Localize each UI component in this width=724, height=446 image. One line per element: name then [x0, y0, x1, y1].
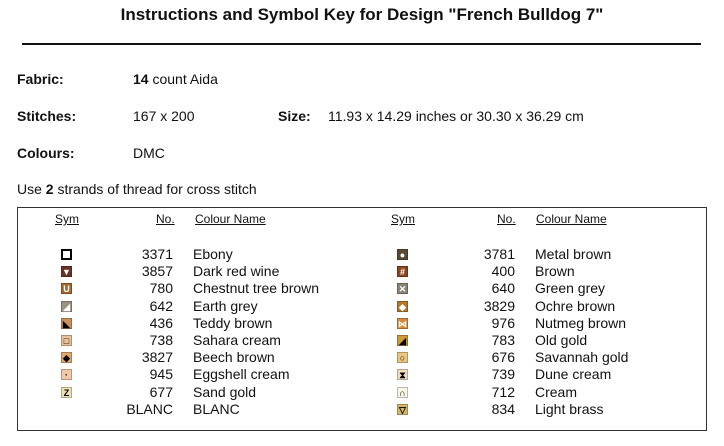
blank-icon [61, 404, 72, 415]
strands-count: 2 [45, 181, 54, 197]
right-name-header: Colour Name [536, 212, 607, 226]
left-sym-header: Sym [55, 212, 79, 226]
colour-name: Chestnut tree brown [193, 280, 320, 297]
right-no-header: No. [497, 212, 516, 226]
dmc-number: 783 [491, 332, 515, 348]
colour-name: Sahara cream [193, 332, 281, 348]
down-triangle-icon: ▽ [397, 404, 408, 415]
dmc-number: 780 [149, 280, 173, 297]
fabric-value [133, 71, 218, 87]
diamond-icon: ◆ [61, 352, 72, 363]
corner-triangle-icon: ◢ [61, 301, 72, 312]
ring-icon: ○ [397, 352, 408, 363]
open-square-icon [61, 249, 72, 260]
dmc-number: 676 [491, 349, 515, 366]
strands-instruction [17, 181, 257, 197]
colour-name: Green grey [535, 280, 606, 297]
dmc-number: 739 [491, 366, 515, 383]
dmc-number: 642 [149, 297, 173, 314]
fabric-count: 14 [133, 71, 149, 87]
dmc-number: 640 [491, 280, 515, 297]
strands-post: strands of thread for cross stitch [53, 181, 257, 197]
dmc-number: 945 [149, 366, 173, 383]
colour-name: Earth grey [193, 297, 258, 314]
colour-name: Old gold [535, 332, 588, 348]
corner-triangle-icon: ◣ [61, 318, 72, 329]
colour-name: Cream [535, 383, 578, 400]
dmc-number: 3857 [141, 263, 173, 280]
size-value: 11.93 x 14.29 inches or 30.30 x 36.29 cm [328, 108, 584, 124]
colour-name: Savannah gold [535, 349, 629, 366]
right-sym-header: Sym [391, 212, 415, 226]
diamond-icon: ◆ [397, 301, 408, 312]
arch-icon: ∩ [397, 387, 408, 398]
fabric-label: Fabric: [17, 71, 64, 87]
hash-icon: # [397, 266, 408, 277]
dmc-number: 3371 [141, 246, 173, 262]
colour-name: Beech brown [193, 349, 275, 366]
title-divider [22, 43, 701, 45]
down-triangle-icon: ▼ [62, 267, 71, 278]
dmc-number: BLANC [126, 400, 173, 417]
dmc-number: 436 [149, 314, 173, 331]
u-letter-icon: U [61, 283, 72, 294]
colour-name: Nutmeg brown [535, 314, 627, 331]
strands-pre: Use [17, 181, 46, 197]
size-label: Size: [278, 108, 311, 124]
left-name-header: Colour Name [195, 212, 266, 226]
left-no-header: No. [156, 212, 175, 226]
dmc-number: 3781 [483, 246, 515, 262]
dmc-number: 976 [491, 314, 515, 331]
colour-name: Teddy brown [193, 314, 273, 331]
hourglass-icon: ⧗ [397, 369, 408, 380]
dmc-number: 3827 [141, 349, 173, 366]
colour-name: Light brass [535, 400, 604, 417]
colour-name: Eggshell cream [193, 366, 290, 383]
colour-name: Sand gold [193, 383, 257, 400]
colour-name: Dark red wine [193, 263, 280, 280]
colour-name: Ebony [193, 246, 233, 262]
dmc-number: 400 [491, 263, 515, 280]
dmc-number: 712 [491, 383, 515, 400]
x-icon: ✕ [398, 284, 407, 295]
z-letter-icon: Z [61, 387, 72, 398]
circle-icon: ● [397, 249, 408, 260]
dmc-number: 677 [149, 383, 173, 400]
page-title: Instructions and Symbol Key for Design "French Bulldog 7" [120, 5, 604, 24]
colours-value: DMC [133, 145, 165, 161]
colour-name: Brown [535, 263, 575, 280]
stitches-label: Stitches: [17, 108, 77, 124]
dmc-number: 834 [491, 400, 515, 417]
bowtie-icon: ⋈ [398, 318, 407, 329]
corner-triangle-icon: ◢ [397, 335, 408, 346]
colour-name: Dune cream [535, 366, 612, 383]
dmc-number: 3829 [483, 297, 515, 314]
colours-label: Colours: [17, 145, 75, 161]
fabric-type: count Aida [148, 71, 218, 87]
colour-name: Ochre brown [535, 297, 616, 314]
colour-name: Metal brown [535, 246, 612, 262]
dot-icon: · [61, 369, 72, 380]
dmc-number: 738 [149, 332, 173, 348]
square-icon: □ [61, 335, 72, 346]
stitches-value: 167 x 200 [133, 108, 195, 124]
colour-name: BLANC [193, 400, 240, 417]
